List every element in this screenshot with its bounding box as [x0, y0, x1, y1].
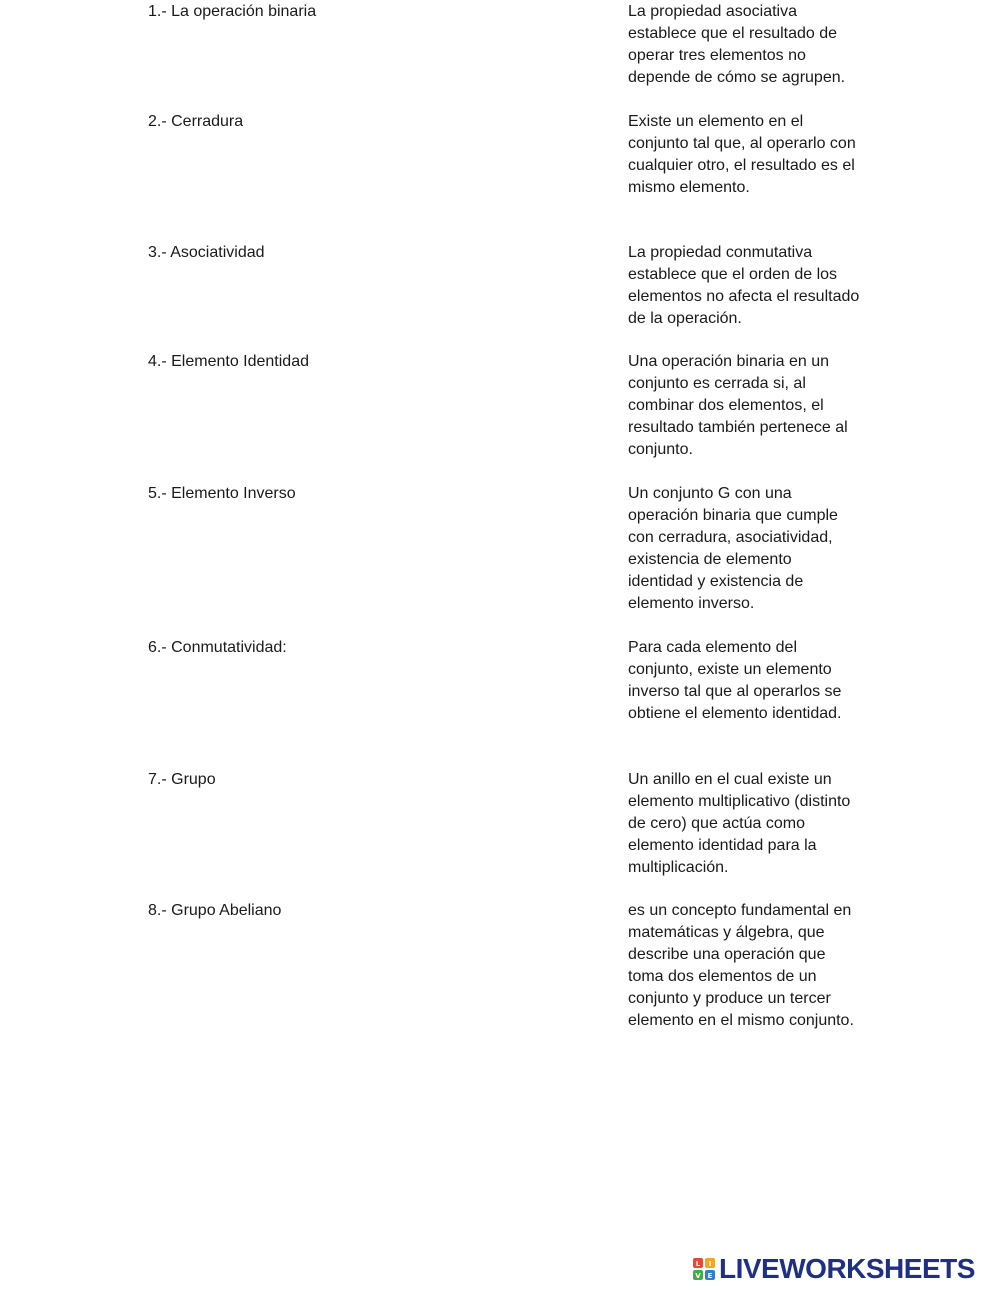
definition-2[interactable]: Existe un elemento en el conjunto tal que, al operarlo con cualquier otro, el resultado es el mismo elemento.	[628, 113, 856, 196]
term-2[interactable]: 2.- Cerradura	[148, 113, 244, 130]
definition-8[interactable]: es un concepto fundamental en matemáticas y álgebra, que describe una operación que toma dos elementos de un conjunto y produce un tercer elemento en el mismo conjunto.	[628, 902, 854, 1029]
definition-6[interactable]: Para cada elemento del conjunto, existe un elemento inverso tal que al operarlos se obtiene el elemento identidad.	[628, 639, 842, 722]
liveworksheets-logo-icon	[692, 1257, 716, 1281]
term-5[interactable]: 5.- Elemento Inverso	[148, 485, 296, 502]
definition-5[interactable]: Un conjunto G con una operación binaria que cumple con cerradura, asociatividad, existencia de elemento identidad y existencia de elemento inverso.	[628, 485, 838, 612]
term-3[interactable]: 3.- Asociatividad	[148, 244, 265, 261]
term-1[interactable]: 1.- La operación binaria	[148, 3, 317, 20]
logo-text: LIVEWORKSHEETS	[719, 1253, 975, 1284]
definition-1[interactable]: La propiedad asociativa establece que el resultado de operar tres elementos no depende de cómo se agrupen.	[628, 3, 846, 86]
definition-3[interactable]: La propiedad conmutativa establece que el orden de los elementos no afecta el resultado de la operación.	[628, 244, 860, 327]
term-4[interactable]: 4.- Elemento Identidad	[148, 353, 309, 370]
term-7[interactable]: 7.- Grupo	[148, 771, 216, 788]
svg-text:E: E	[707, 1272, 713, 1280]
liveworksheets-logo[interactable]	[692, 1254, 975, 1284]
definition-7[interactable]: Un anillo en el cual existe un elemento multiplicativo (distinto de cero) que actúa como elemento identidad para la multiplicación.	[628, 771, 851, 876]
svg-text:V: V	[695, 1272, 701, 1280]
term-8[interactable]: 8.- Grupo Abeliano	[148, 902, 282, 919]
definition-4[interactable]: Una operación binaria en un conjunto es cerrada si, al combinar dos elementos, el resultado también pertenece al conjunto.	[628, 353, 848, 458]
svg-text:I: I	[708, 1260, 712, 1268]
term-6[interactable]: 6.- Conmutatividad:	[148, 639, 287, 656]
svg-text:L: L	[695, 1260, 701, 1268]
